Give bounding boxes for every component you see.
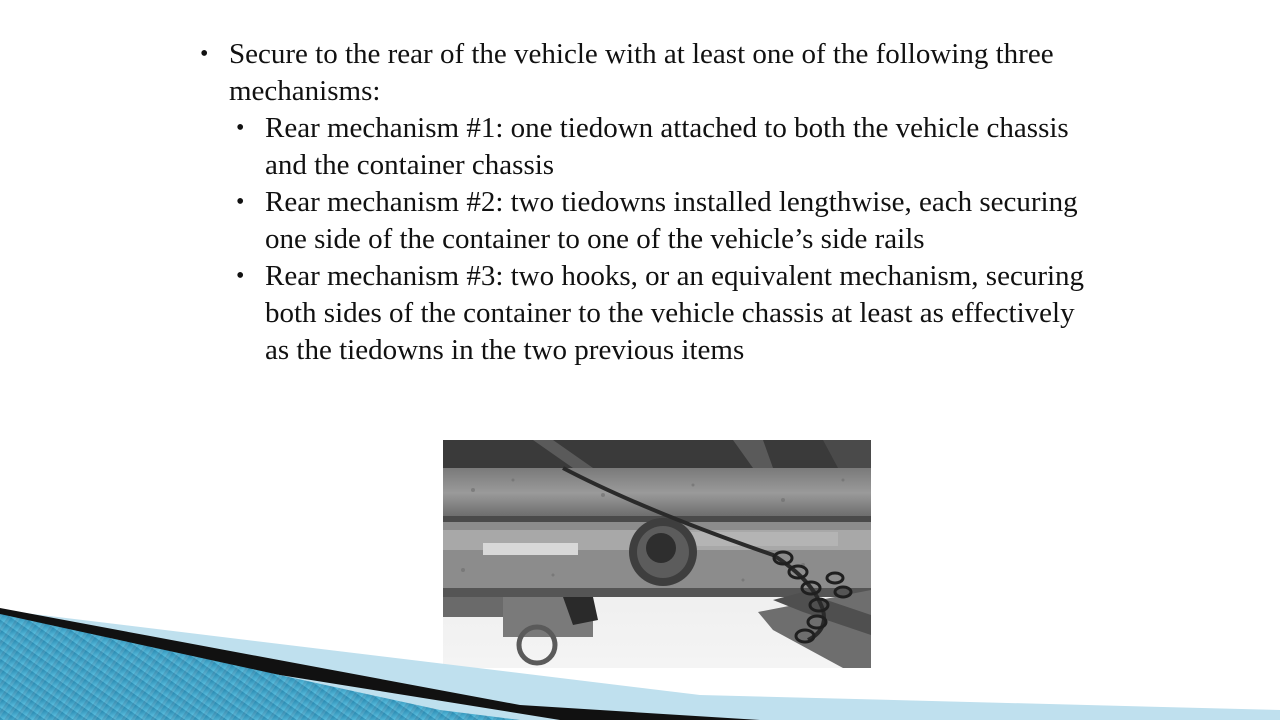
sub-bullet-3 <box>200 258 1100 369</box>
bullet-glyph: • <box>236 263 245 289</box>
chassis-chain-illustration <box>443 440 871 668</box>
bullet-list <box>200 36 1100 369</box>
sub-bullet-1 <box>200 110 1100 184</box>
sub-bullet-2-text: Rear mechanism #2: two tiedowns installed lengthwise, each securing one side of the container to one of the vehicle’s side rails <box>265 186 1078 255</box>
bullet-main <box>200 36 1100 110</box>
chassis-chain-photo <box>443 440 871 668</box>
bullet-glyph: • <box>200 41 209 67</box>
bullet-glyph: • <box>236 115 245 141</box>
sub-bullet-2 <box>200 184 1100 258</box>
sub-bullet-1-text: Rear mechanism #1: one tiedown attached to both the vehicle chassis and the container chassis <box>265 112 1069 181</box>
bullet-glyph: • <box>236 189 245 215</box>
sub-bullet-3-text: Rear mechanism #3: two hooks, or an equivalent mechanism, securing both sides of the container to the vehicle chassis at least as effectively as the tiedowns in the two previous items <box>265 260 1085 366</box>
bullet-main-text: Secure to the rear of the vehicle with at least one of the following three mechanisms: <box>229 38 1054 107</box>
